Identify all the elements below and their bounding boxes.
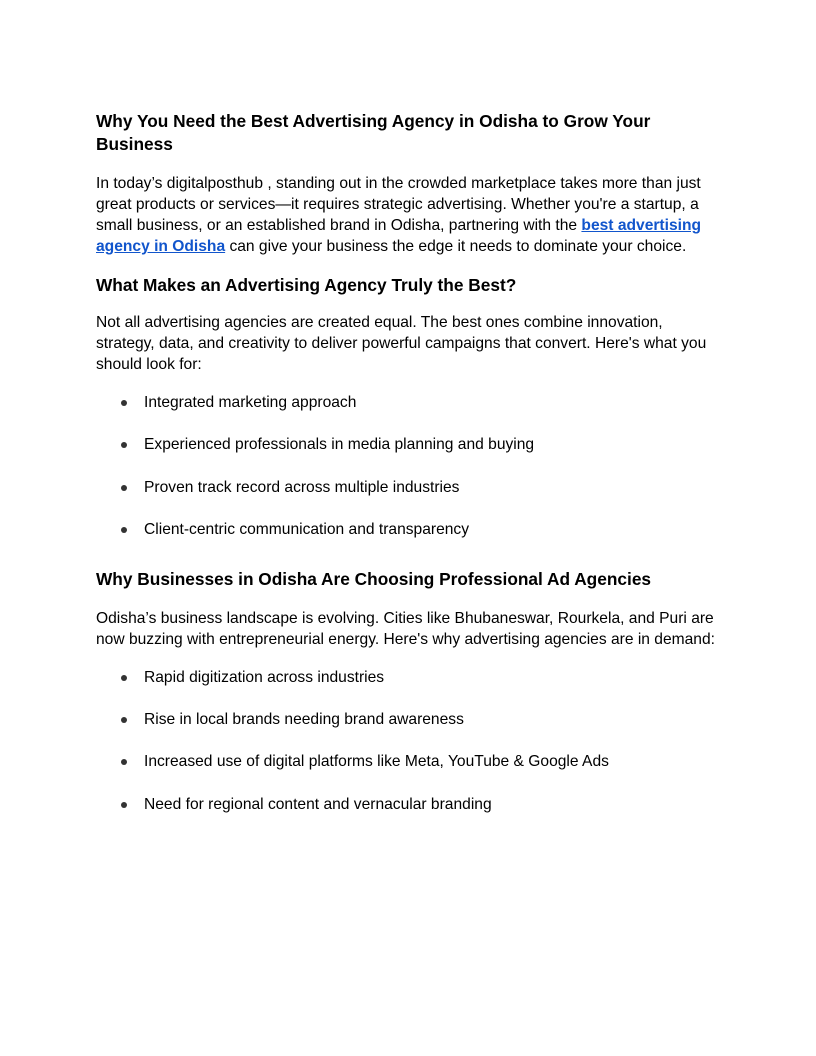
intro-paragraph (96, 173, 720, 257)
list-item (96, 519, 720, 540)
list-item (96, 794, 720, 815)
list-item-text: Proven track record across multiple industries (144, 478, 460, 496)
bullet-icon (121, 527, 127, 533)
bullet-icon (121, 802, 127, 808)
list-item-text: Need for regional content and vernacular branding (144, 795, 492, 813)
intro-text-before-link: In today’s digitalposthub , standing out in the crowded marketplace takes more than just great products or services—it requires strategic advertising. Whether you're a startup, a small business, or an established brand in Odisha, partnering with the (96, 175, 701, 234)
best-advertising-agency-link[interactable]: best advertising agency in Odisha (96, 217, 702, 255)
list-item-text: Client-centric communication and transparency (144, 520, 470, 538)
document-page (96, 110, 720, 836)
bullet-list-why-businesses-choosing (96, 667, 720, 815)
list-item-text: Increased use of digital platforms like Meta, YouTube & Google Ads (144, 753, 609, 771)
list-item (96, 477, 720, 498)
section-paragraph-why-businesses-choosing: Odisha’s business landscape is evolving. Cities like Bhubaneswar, Rourkela, and Puri are now buzzing with entrepreneurial energy. Here's why advertising agencies are in demand: (96, 609, 715, 648)
list-item-text: Rise in local brands needing brand awareness (144, 711, 464, 729)
bullet-icon (121, 485, 127, 491)
bullet-icon (121, 759, 127, 765)
page-title: Why You Need the Best Advertising Agency in Odisha to Grow Your Business (96, 111, 651, 154)
list-item-text: Rapid digitization across industries (144, 668, 385, 686)
bullet-icon (121, 400, 127, 406)
list-item-text: Experienced professionals in media planning and buying (144, 436, 535, 454)
bullet-icon (121, 442, 127, 448)
intro-text-after-link: can give your business the edge it needs to dominate your choice. (225, 238, 687, 255)
section-paragraph-what-makes-best: Not all advertising agencies are created equal. The best ones combine innovation, strategy, data, and creativity to deliver powerful campaigns that convert. Here's what you should look for: (96, 314, 707, 373)
list-item (96, 667, 720, 688)
section-heading-why-businesses-choosing: Why Businesses in Odisha Are Choosing Professional Ad Agencies (96, 568, 652, 589)
bullet-icon (121, 717, 127, 723)
list-item-text: Integrated marketing approach (144, 394, 357, 411)
bullet-list-what-makes-best (96, 392, 720, 540)
list-item (96, 392, 720, 413)
section-heading-what-makes-best: What Makes an Advertising Agency Truly the Best? (96, 275, 517, 295)
bullet-icon (121, 675, 127, 681)
list-item (96, 751, 720, 772)
list-item (96, 434, 720, 455)
list-item (96, 709, 720, 730)
